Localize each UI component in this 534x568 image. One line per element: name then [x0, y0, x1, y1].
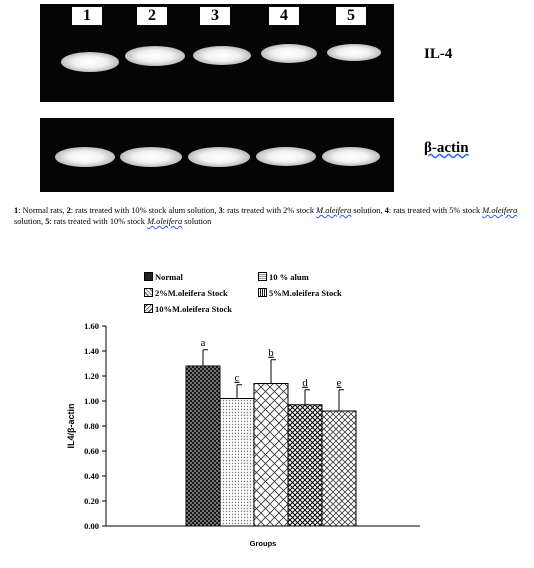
bar — [186, 366, 220, 526]
y-tick-label: 1.00 — [84, 396, 99, 406]
caption-segment: M.oleifera — [316, 206, 352, 215]
legend-label-normal: Normal — [155, 272, 183, 282]
caption-segment: : Normal rats, — [18, 206, 67, 215]
significance-label: e — [336, 376, 342, 389]
caption-segment: : rats treated with 5% stock — [388, 206, 483, 215]
caption-segment: M.oleifera — [147, 217, 183, 226]
x-axis-label: Groups — [249, 539, 277, 548]
caption-segment: 5 — [45, 217, 50, 226]
lane-label-4: 4 — [269, 7, 299, 25]
caption-segment: 3 — [218, 206, 223, 215]
caption-segment: 2 — [66, 206, 71, 215]
il4-label: IL-4 — [424, 46, 453, 62]
y-tick-label: 0.40 — [84, 471, 99, 481]
caption-segment: M.oleifera — [482, 206, 518, 215]
y-tick-label: 1.20 — [84, 371, 99, 381]
y-tick-label: 0.20 — [84, 496, 99, 506]
caption-segment: solution — [182, 217, 212, 226]
y-tick-label: 0.80 — [84, 421, 99, 431]
caption-segment: 1 — [14, 206, 19, 215]
significance-label: c — [234, 371, 240, 384]
lane-label-1: 1 — [72, 7, 102, 25]
caption-segment: solution, — [14, 217, 46, 226]
bar — [254, 384, 288, 527]
bar — [322, 411, 356, 526]
caption-segment: 4 — [384, 206, 389, 215]
caption-segment: : rats treated with 10% stock — [49, 217, 148, 226]
y-tick-label: 1.40 — [84, 346, 99, 356]
legend-label-5pct: 5%M.oleifera Stock — [269, 288, 342, 298]
caption-segment: : rats treated with 10% stock alum solution, — [70, 206, 219, 215]
y-tick-label: 0.60 — [84, 446, 99, 456]
beta-actin-label: β-actin — [424, 140, 469, 156]
caption-segment: : rats treated with 2% stock — [222, 206, 317, 215]
legend-label-10pct: 10%M.oleifera Stock — [155, 304, 232, 314]
y-axis-label: IL4/β-actin — [66, 403, 76, 449]
lane-label-2: 2 — [137, 7, 167, 25]
lane-label-3: 3 — [200, 7, 230, 25]
legend-label-alum: 10 % alum — [269, 272, 309, 282]
legend-label-2pct: 2%M.oleifera Stock — [155, 288, 228, 298]
significance-label: b — [268, 346, 274, 359]
significance-label: a — [200, 336, 206, 349]
lane-label-5: 5 — [336, 7, 366, 25]
bar — [220, 399, 254, 527]
significance-label: d — [302, 376, 308, 389]
y-tick-label: 1.60 — [84, 321, 99, 331]
y-tick-label: 0.00 — [84, 521, 99, 531]
caption-segment: solution, — [351, 206, 385, 215]
bar — [288, 405, 322, 526]
